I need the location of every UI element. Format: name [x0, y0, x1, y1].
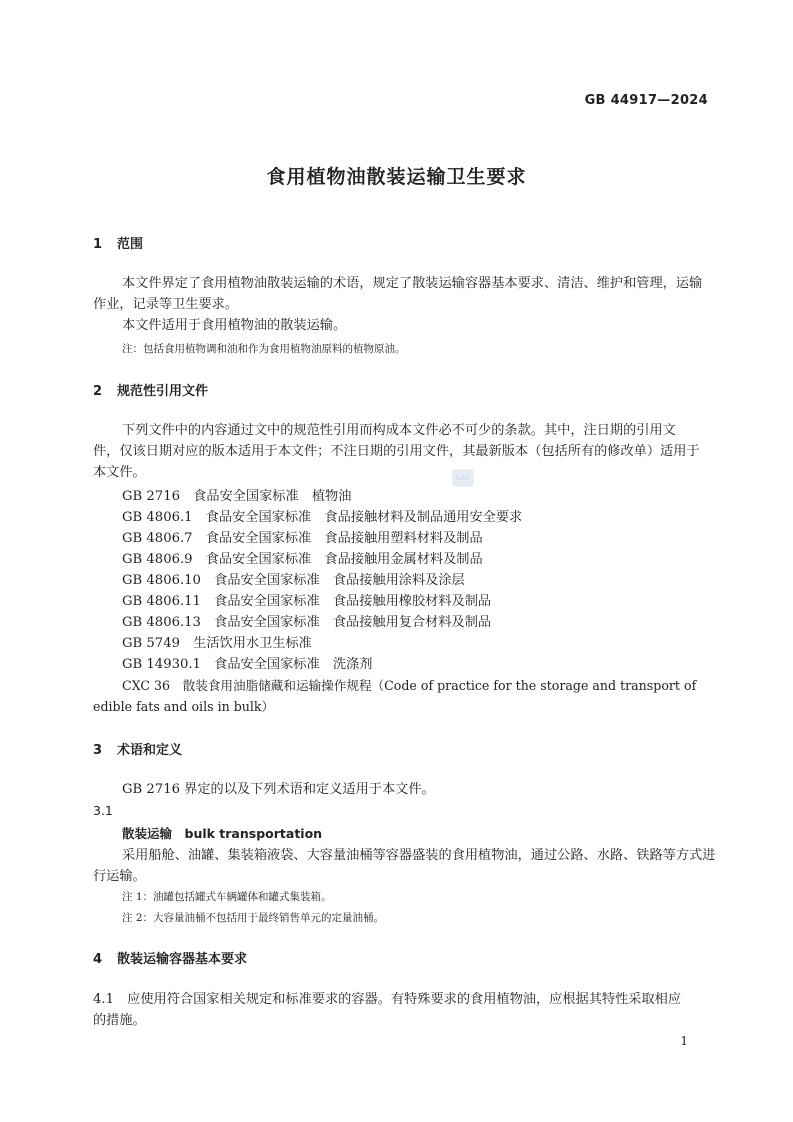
section-title: 规范性引用文件 — [117, 384, 209, 399]
scope-paragraph-line: 作业，记录等卫生要求。 — [93, 297, 239, 312]
section-number: 2 — [93, 384, 103, 399]
section-4-heading — [93, 948, 247, 967]
term-definition-line: 行运输。 — [93, 869, 146, 884]
reference-item: GB 14930.1 食品安全国家标准 洗涤剂 — [122, 657, 373, 672]
terms-intro: GB 2716 界定的以及下列术语和定义适用于本文件。 — [122, 782, 435, 797]
term-heading: 散装运输 bulk transportation — [122, 826, 323, 841]
normative-intro-line: 下列文件中的内容通过文中的规范性引用而构成本文件必不可少的条款。其中，注日期的引用文 — [122, 423, 676, 438]
standard-code: GB 44917—2024 — [584, 93, 708, 108]
reference-item: GB 4806.7 食品安全国家标准 食品接触用塑料材料及制品 — [122, 531, 483, 546]
clause-4-1-line: 的措施。 — [93, 1013, 146, 1028]
reference-item: GB 4806.10 食品安全国家标准 食品接触用涂料及涂层 — [122, 573, 465, 588]
term-note: 注 2：大容量油桶不包括用于最终销售单元的定量油桶。 — [122, 912, 385, 924]
reference-item: GB 2716 食品安全国家标准 植物油 — [122, 489, 352, 504]
section-number: 3 — [93, 743, 103, 758]
document-title: 食用植物油散装运输卫生要求 — [266, 166, 527, 188]
clause-4-1-line: 4.1 应使用符合国家相关规定和标准要求的容器。有特殊要求的食用植物油，应根据其特性采取相应 — [93, 992, 682, 1007]
normative-intro-line: 件，仅该日期对应的版本适用于本文件；不注日期的引用文件，其最新版本（包括所有的修改单）适用于 — [93, 444, 700, 459]
section-number: 1 — [93, 237, 103, 252]
reference-item: GB 4806.11 食品安全国家标准 食品接触用橡胶材料及制品 — [122, 594, 492, 609]
section-title: 范围 — [117, 237, 144, 252]
reference-item: GB 5749 生活饮用水卫生标准 — [122, 636, 312, 651]
scope-applicability: 本文件适用于食用植物油的散装运输。 — [122, 318, 347, 333]
term-note: 注 1：油罐包括罐式车辆罐体和罐式集装箱。 — [122, 891, 332, 903]
section-title: 散装运输容器基本要求 — [117, 952, 248, 967]
reference-item-cxc-continued: edible fats and oils in bulk） — [93, 699, 275, 714]
page-number: 1 — [680, 1034, 688, 1048]
section-number: 4 — [93, 952, 103, 967]
watermark-logo: SAC — [452, 469, 474, 487]
reference-item-cxc: CXC 36 散装食用油脂储藏和运输操作规程（Code of practice for the storage and transport of — [122, 678, 697, 693]
scope-paragraph-line: 本文件界定了食用植物油散装运输的术语，规定了散装运输容器基本要求、清洁、维护和管理，运输 — [122, 276, 703, 291]
scope-note: 注：包括食用植物调和油和作为食用植物油原料的植物原油。 — [122, 343, 406, 355]
term-definition-line: 采用船舱、油罐、集装箱液袋、大容量油桶等容器盛装的食用植物油，通过公路、水路、铁路等方式进 — [122, 848, 716, 863]
reference-item: GB 4806.13 食品安全国家标准 食品接触用复合材料及制品 — [122, 615, 492, 630]
reference-item: GB 4806.9 食品安全国家标准 食品接触用金属材料及制品 — [122, 552, 483, 567]
reference-item: GB 4806.1 食品安全国家标准 食品接触材料及制品通用安全要求 — [122, 510, 523, 525]
section-title: 术语和定义 — [117, 743, 183, 758]
subclause-number: 3.1 — [93, 803, 113, 818]
section-1-heading — [93, 233, 143, 252]
section-2-heading — [93, 380, 208, 399]
section-3-heading — [93, 739, 182, 758]
normative-intro-line: 本文件。 — [93, 465, 146, 480]
